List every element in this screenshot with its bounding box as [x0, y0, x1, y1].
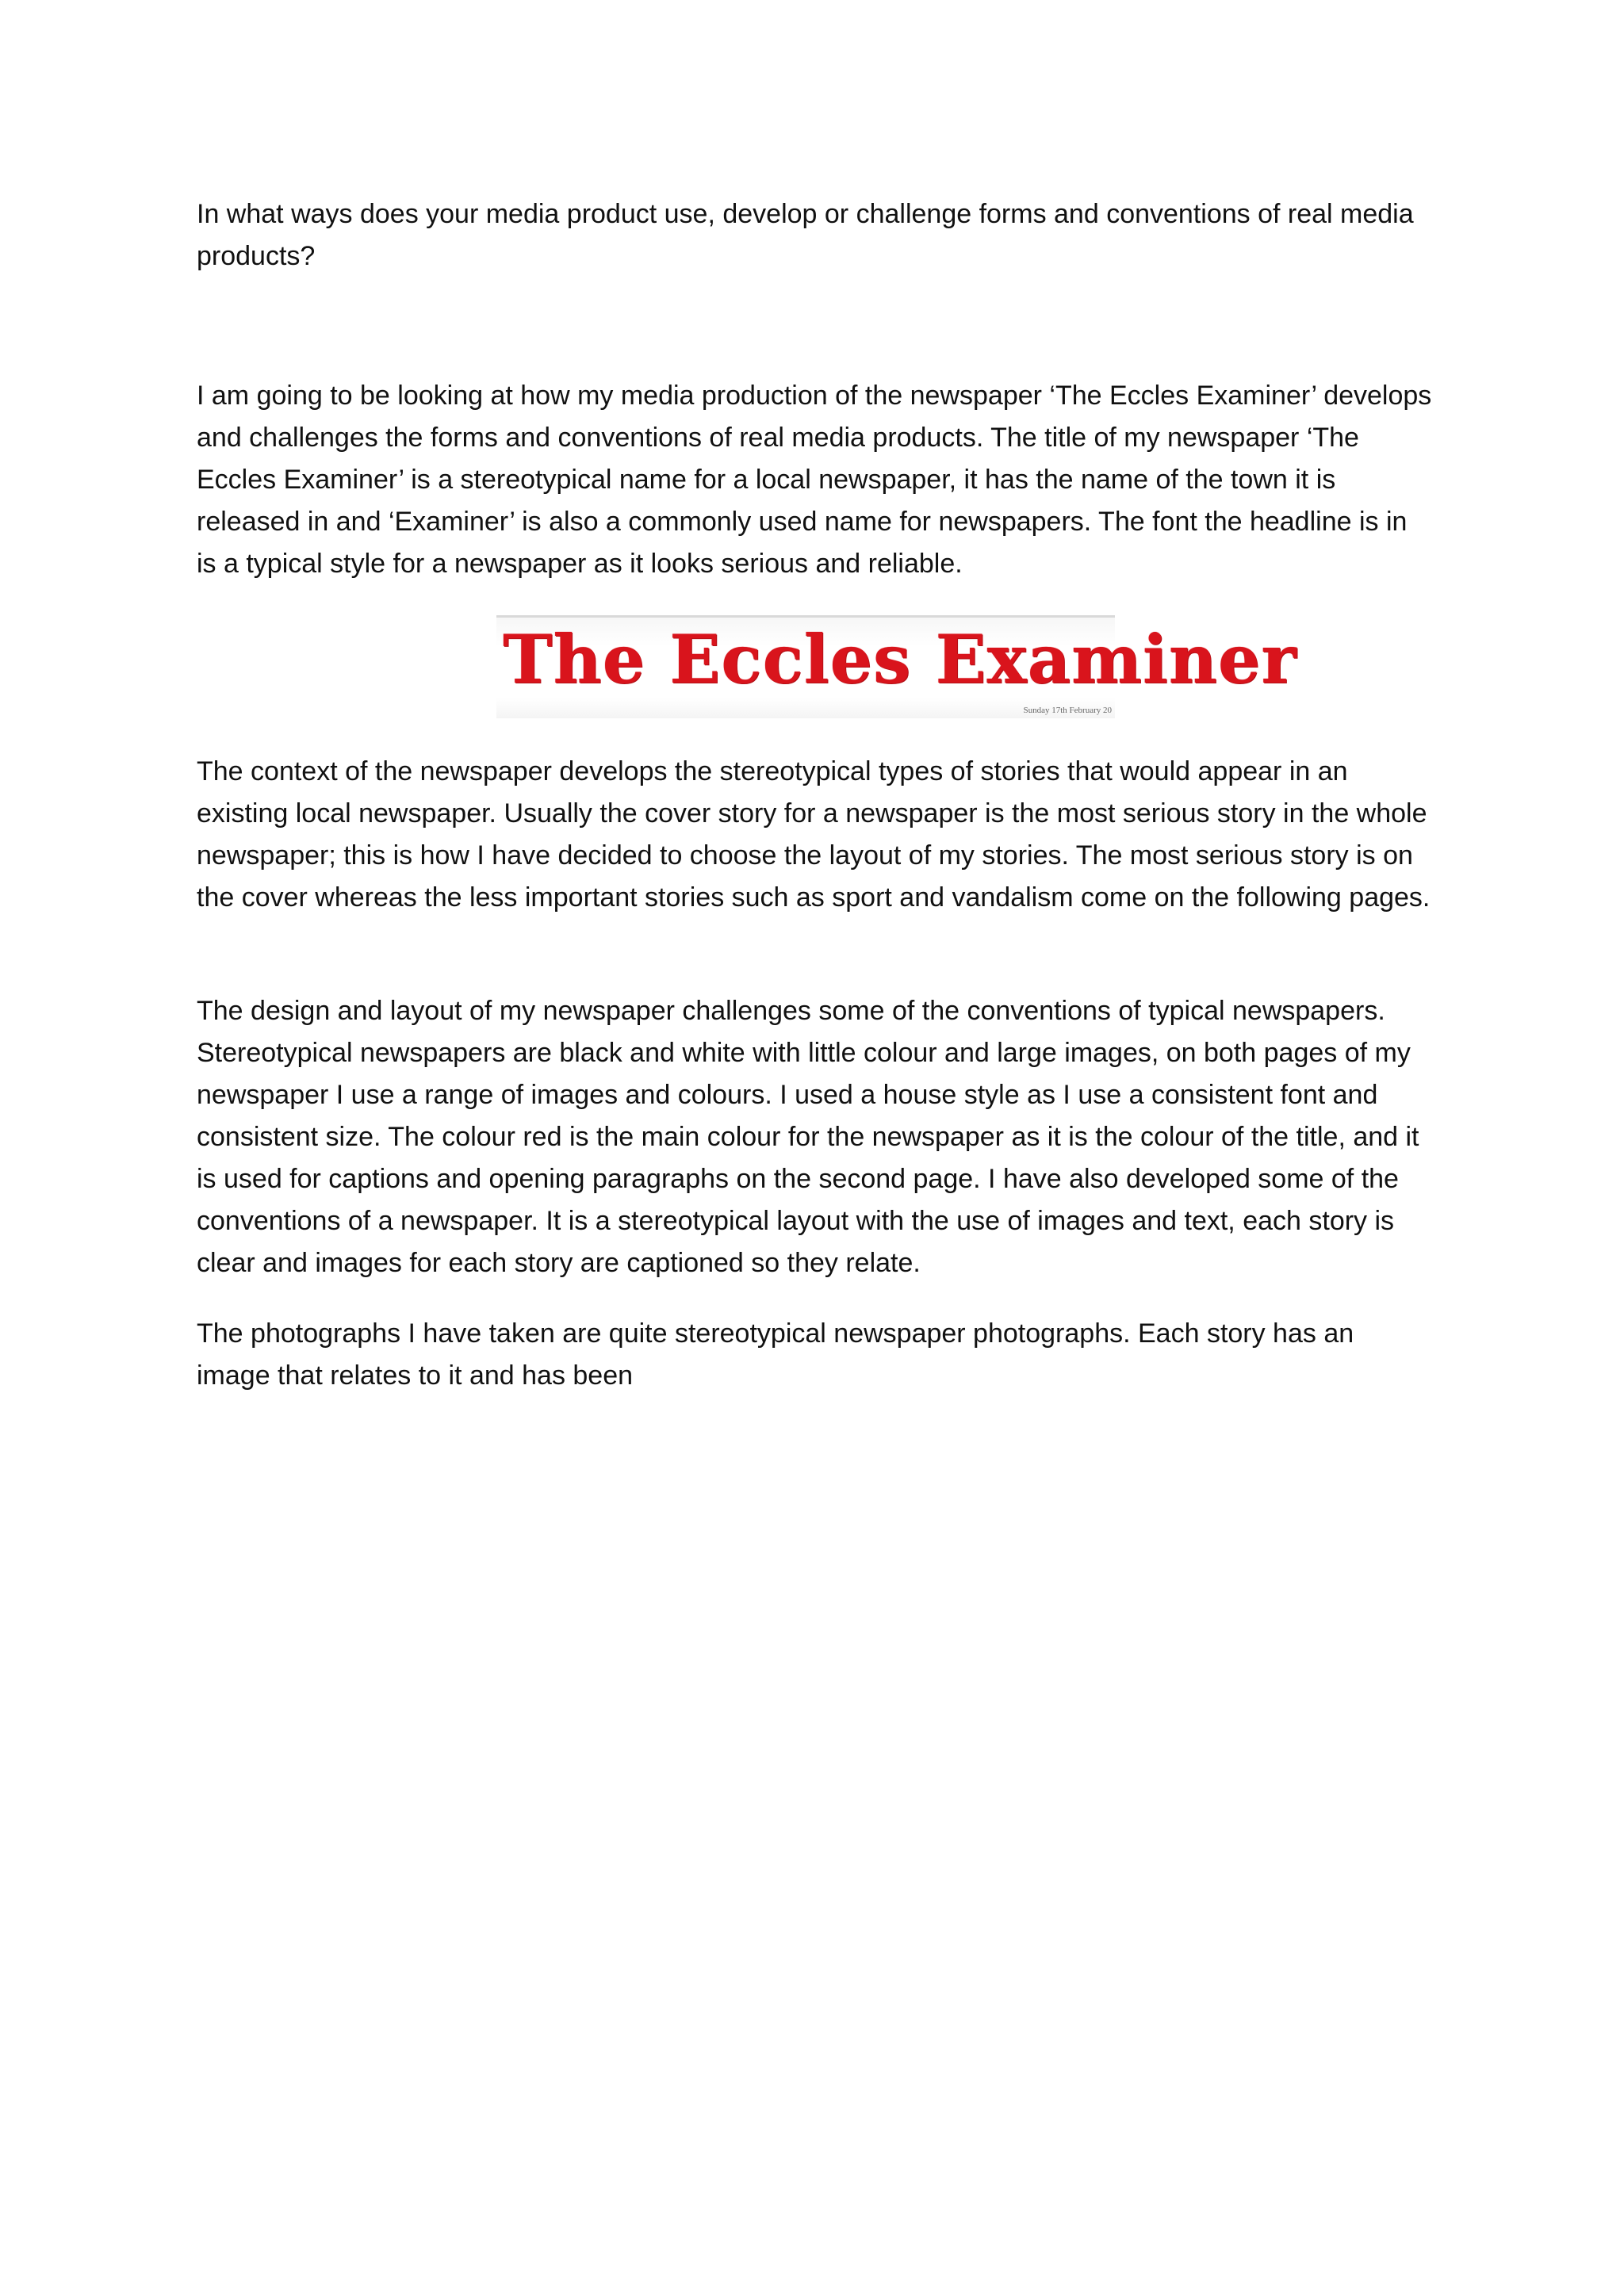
- masthead-date: Sunday 17th February 20: [1023, 706, 1112, 715]
- masthead-rule: [496, 615, 1115, 618]
- masthead-image: [496, 615, 1297, 718]
- paragraph-intro: I am going to be looking at how my media production of the newspaper ‘The Eccles Examiner’ develops and challenges the forms and conventions of real media products. The title of my newspaper ‘The Eccles Examiner’ is a stereotypical name for a local newspaper, it has the name of the town it is released in and ‘Examiner’ is also a commonly used name for newspapers. The font the headline is in is a typical style for a newspaper as it looks serious and reliable.: [197, 381, 1432, 579]
- paragraph-design: The design and layout of my newspaper challenges some of the conventions of typical newspapers. Stereotypical newspapers are black and white with little colour and large images, on both pages of my newspaper I use a range of images and colours. I used a house style as I use a consistent font and consistent size. The colour red is the main colour for the newspaper as it is the colour of the title, and it is used for captions and opening paragraphs on the second page. I have also developed some of the conventions of a newspaper. It is a stereotypical layout with the use of images and text, each story is clear and images for each story are captioned so they relate.: [197, 996, 1419, 1278]
- masthead-title: The Eccles Examiner: [503, 620, 1297, 698]
- paragraph-context: The context of the newspaper develops the stereotypical types of stories that would appear in an existing local newspaper. Usually the cover story for a newspaper is the most serious story in the whole newspaper; this is how I have decided to choose the layout of my stories. The most serious story is on the cover whereas the less important stories such as sport and vandalism come on the following pages.: [197, 756, 1431, 913]
- question-heading: In what ways does your media product use, develop or challenge forms and conventions of real media products?: [197, 199, 1414, 271]
- paragraph-photographs: The photographs I have taken are quite stereotypical newspaper photographs. Each story has an image that relates to it and has been: [197, 1318, 1354, 1391]
